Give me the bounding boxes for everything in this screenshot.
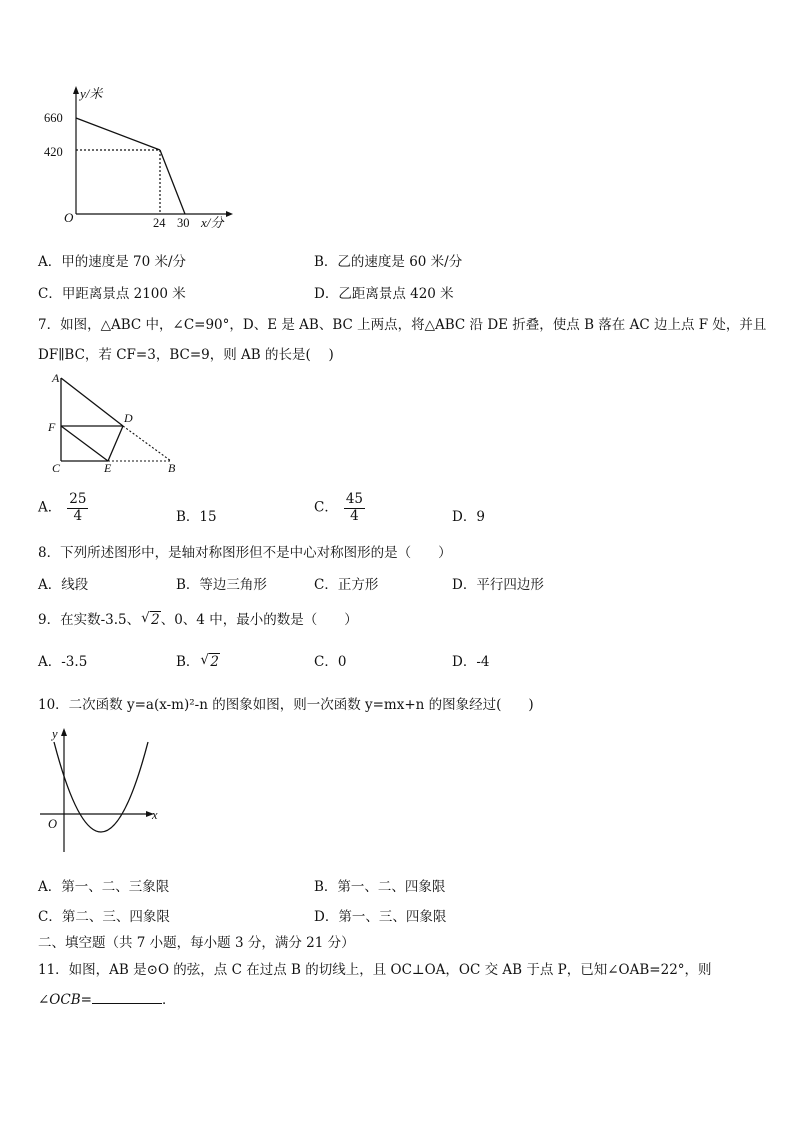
q6-option-d: D．乙距离景点 420 米	[314, 286, 454, 302]
q9-option-c: C．0	[314, 654, 347, 670]
x-tick-30: 30	[177, 216, 190, 230]
q9-stem-sqrt: √ 2	[150, 611, 161, 628]
q7-option-a-denominator: 4	[73, 507, 83, 524]
y-tick-660: 660	[44, 111, 63, 125]
q9-option-d: D．-4	[452, 654, 490, 670]
q7-option-c-fraction	[344, 492, 365, 524]
q8-option-c: C．正方形	[314, 577, 379, 593]
q7-option-b: B．15	[176, 509, 217, 525]
fig10-origin-label: O	[48, 817, 58, 831]
q11-stem-line2	[38, 988, 175, 1008]
fig7-label-f: F	[48, 420, 56, 434]
q9-option-b	[176, 650, 220, 670]
q8-stem: 8．下列所述图形中，是轴对称图形但不是中心对称图形的是（ ）	[38, 545, 452, 561]
section-heading-fill-in: 二、填空题（共 7 小题，每小题 3 分，满分 21 分）	[38, 935, 355, 951]
q6-option-a: A．甲的速度是 70 米/分	[38, 254, 187, 270]
q9-stem-part2: 、0、4 中，最小的数是（ ）	[160, 612, 358, 628]
triangle-fold-figure	[44, 370, 194, 476]
fig10-y-label: y	[52, 727, 58, 741]
q9-stem-part1: 9．在实数-3.5、	[38, 612, 141, 628]
fig7-label-a: A	[52, 371, 60, 385]
q7-option-a-fraction	[67, 492, 88, 524]
q7-option-c-numerator: 45	[345, 491, 364, 507]
q10-option-c: C．第二、三、四象限	[38, 909, 170, 925]
fig7-label-e: E	[104, 461, 112, 475]
origin-label: O	[64, 210, 74, 225]
distance-time-graph	[36, 82, 236, 242]
q9-option-b-sqrt: √ 2	[209, 653, 220, 670]
q11-period: ．	[161, 992, 176, 1008]
q11-angle-ocb: ∠OCB=	[38, 992, 92, 1008]
q10-stem: 10．二次函数 y=a(x-m)²-n 的图象如图，则一次函数 y=mx+n 的图象经过( )	[38, 697, 534, 713]
q8-option-a: A．线段	[38, 577, 89, 593]
q7-option-d: D．9	[452, 509, 485, 525]
y-axis-label: y/米	[80, 86, 103, 101]
q7-option-c-label: C．	[314, 499, 338, 516]
fig7-label-d: D	[124, 411, 133, 425]
q10-option-a: A．第一、二、三象限	[38, 879, 170, 895]
q7-option-c-denominator: 4	[350, 507, 359, 524]
q9-option-b-label: B．	[176, 654, 200, 670]
q7-stem-line2: DF∥BC，若 CF=3，BC=9，则 AB 的长是( )	[38, 347, 334, 363]
q6-option-c: C．甲距离景点 2100 米	[38, 286, 186, 302]
fig10-x-label: x	[152, 808, 158, 822]
q8-option-d: D．平行四边形	[452, 577, 544, 593]
q7-option-a	[38, 492, 88, 524]
parabola-figure	[34, 724, 164, 860]
q11-stem-line1: 11．如图，AB 是⊙O 的弦，点 C 在过点 B 的切线上，且 OC⊥OA，OC 交 AB 于点 P，已知∠OAB=22°，则	[38, 962, 712, 978]
x-tick-24: 24	[153, 216, 166, 230]
q6-option-b: B．乙的速度是 60 米/分	[314, 254, 463, 270]
q10-option-b: B．第一、二、四象限	[314, 879, 446, 895]
fig7-label-b: B	[168, 461, 176, 475]
q7-option-a-numerator: 25	[69, 491, 87, 507]
q7-stem-line1: 7．如图，△ABC 中，∠C=90°，D、E 是 AB、BC 上两点，将△ABC 沿 DE 折叠，使点 B 落在 AC 边上点 F 处，并且	[38, 317, 767, 333]
q10-option-d: D．第一、三、四象限	[314, 909, 447, 925]
fig7-label-c: C	[52, 461, 61, 475]
y-tick-420: 420	[44, 145, 63, 159]
q9-stem	[38, 608, 358, 628]
q7-option-a-label: A．	[38, 499, 62, 516]
q8-option-b: B．等边三角形	[176, 577, 267, 593]
q7-option-c	[314, 492, 365, 524]
q11-answer-blank[interactable]	[92, 991, 162, 1004]
x-axis-label: x/分	[201, 215, 224, 230]
q9-option-a: A．-3.5	[38, 654, 88, 670]
